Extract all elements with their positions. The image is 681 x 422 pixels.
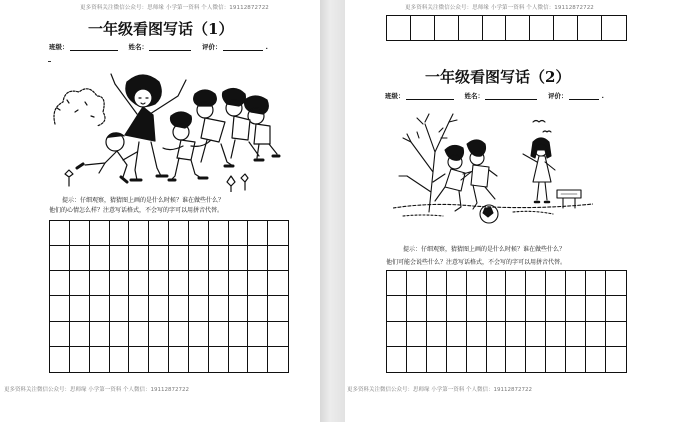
grid-cell[interactable] [110, 271, 130, 296]
grid-cell[interactable] [566, 347, 586, 372]
grid-cell[interactable] [149, 271, 169, 296]
grid-cell[interactable] [50, 221, 70, 246]
grid-cell[interactable] [387, 296, 407, 321]
grid-cell[interactable] [487, 271, 507, 296]
hint-line-1: 提示：仔细观察，猜猜图上画的是什么时候？谁在做些什么？ [403, 246, 566, 253]
student-info-row [385, 91, 604, 100]
grid-cell[interactable] [487, 322, 507, 347]
grid-cell[interactable] [447, 271, 467, 296]
grid-cell[interactable] [209, 347, 229, 372]
writing-grid[interactable] [386, 270, 627, 373]
grid-cell[interactable] [209, 271, 229, 296]
grid-cell[interactable] [248, 271, 268, 296]
writing-grid[interactable] [49, 220, 289, 373]
grid-cell[interactable] [169, 246, 189, 271]
grid-cell[interactable] [149, 347, 169, 372]
grid-cell[interactable] [554, 16, 578, 40]
grid-cell[interactable] [248, 347, 268, 372]
grid-cell[interactable] [70, 271, 90, 296]
grid-cell[interactable] [268, 322, 288, 347]
grid-cell[interactable] [50, 322, 70, 347]
grid-cell[interactable] [506, 296, 526, 321]
grid-cell[interactable] [229, 347, 249, 372]
grid-cell[interactable] [248, 296, 268, 321]
grid-cell[interactable] [189, 296, 209, 321]
name-label: 姓名： [464, 92, 484, 100]
grid-cell[interactable] [506, 347, 526, 372]
grid-cell[interactable] [110, 246, 130, 271]
grid-cell[interactable] [90, 271, 110, 296]
grid-cell[interactable] [566, 322, 586, 347]
grid-cell[interactable] [110, 347, 130, 372]
page-header-text: 更多资料关注微信公众号：思师缘 小学第一资料 个人微信：19112872722 [405, 5, 594, 11]
grid-cell[interactable] [70, 322, 90, 347]
grid-cell[interactable] [427, 322, 447, 347]
grid-cell[interactable] [110, 296, 130, 321]
grid-cell[interactable] [483, 16, 507, 40]
grid-cell[interactable] [229, 296, 249, 321]
grid-cell[interactable] [467, 347, 487, 372]
grid-cell[interactable] [268, 271, 288, 296]
hint-line-1: 提示：仔细观察，猜猜图上画的是什么时候？谁在做些什么？ [62, 197, 225, 204]
grid-cell[interactable] [506, 16, 530, 40]
grid-cell[interactable] [602, 16, 626, 40]
grid-cell[interactable] [411, 16, 435, 40]
grid-cell[interactable] [50, 347, 70, 372]
grid-cell[interactable] [90, 246, 110, 271]
grid-cell[interactable] [248, 221, 268, 246]
grid-cell[interactable] [427, 347, 447, 372]
grid-cell[interactable] [606, 271, 626, 296]
grid-cell[interactable] [407, 322, 427, 347]
class-label: 班级： [49, 43, 69, 51]
grid-cell[interactable] [229, 221, 249, 246]
grid-cell[interactable] [407, 271, 427, 296]
grid-cell[interactable] [526, 347, 546, 372]
grid-cell[interactable] [566, 271, 586, 296]
grid-cell[interactable] [526, 296, 546, 321]
grid-cell[interactable] [546, 322, 566, 347]
hint-line-2: 他们的心情怎么样？注意写话格式，不会写的字可以用拼音代替。 [49, 207, 224, 214]
grid-cell[interactable] [578, 16, 602, 40]
grid-cell[interactable] [268, 221, 288, 246]
period-mark: . [601, 92, 604, 100]
grid-cell[interactable] [447, 322, 467, 347]
grid-cell[interactable] [129, 271, 149, 296]
grid-cell[interactable] [459, 16, 483, 40]
grid-cell[interactable] [209, 221, 229, 246]
grid-cell[interactable] [407, 347, 427, 372]
grid-cell[interactable] [189, 221, 209, 246]
grid-cell[interactable] [129, 347, 149, 372]
page-header-text: 更多资料关注微信公众号：思师缘 小学第一资料 个人微信：19112872722 [80, 5, 269, 11]
name-label: 姓名： [128, 43, 148, 51]
grid-cell[interactable] [129, 246, 149, 271]
grid-cell[interactable] [526, 322, 546, 347]
grid-cell[interactable] [447, 296, 467, 321]
grid-cell[interactable] [586, 347, 606, 372]
grid-cell[interactable] [209, 322, 229, 347]
grid-cell[interactable] [487, 347, 507, 372]
grid-cell[interactable] [268, 296, 288, 321]
grid-cell[interactable] [110, 322, 130, 347]
grid-cell[interactable] [427, 271, 447, 296]
grid-cell[interactable] [586, 296, 606, 321]
grid-cell[interactable] [487, 296, 507, 321]
grid-cell[interactable] [50, 296, 70, 321]
grid-cell[interactable] [70, 347, 90, 372]
stray-mark [48, 61, 51, 62]
grid-cell[interactable] [169, 271, 189, 296]
writing-grid-continued[interactable] [386, 15, 627, 41]
grid-cell[interactable] [149, 246, 169, 271]
grid-cell[interactable] [586, 322, 606, 347]
score-blank [223, 44, 263, 51]
worksheet-page-2 [345, 0, 681, 422]
picture-boys-playing-ball [393, 112, 593, 230]
grid-cell[interactable] [248, 246, 268, 271]
grid-cell[interactable] [110, 221, 130, 246]
grid-cell[interactable] [229, 246, 249, 271]
class-blank [70, 44, 118, 51]
worksheet-title: 一年级看图写话（1） [88, 20, 234, 38]
grid-cell[interactable] [169, 296, 189, 321]
picture-children-playing [45, 64, 285, 192]
grid-cell[interactable] [189, 246, 209, 271]
grid-cell[interactable] [169, 322, 189, 347]
grid-cell[interactable] [566, 296, 586, 321]
grid-cell[interactable] [387, 347, 407, 372]
page-footer-text: 更多资料关注微信公众号：思师缘 小学第一资料 个人微信：19112872722 [4, 387, 189, 393]
grid-cell[interactable] [90, 322, 110, 347]
worksheet-title: 一年级看图写话（2） [425, 68, 571, 86]
grid-cell[interactable] [435, 16, 459, 40]
grid-cell[interactable] [209, 296, 229, 321]
score-label: 评价： [202, 43, 222, 51]
grid-cell[interactable] [506, 322, 526, 347]
grid-cell[interactable] [268, 347, 288, 372]
score-label: 评价： [548, 92, 568, 100]
hint-line-2: 他们可能会说些什么？注意写话格式，不会写的字可以用拼音代替。 [386, 259, 567, 266]
grid-cell[interactable] [90, 296, 110, 321]
grid-cell[interactable] [248, 322, 268, 347]
student-info-row [49, 42, 268, 51]
grid-cell[interactable] [50, 246, 70, 271]
grid-cell[interactable] [129, 221, 149, 246]
grid-cell[interactable] [427, 296, 447, 321]
grid-cell[interactable] [90, 347, 110, 372]
grid-cell[interactable] [149, 221, 169, 246]
grid-cell[interactable] [387, 16, 411, 40]
grid-cell[interactable] [229, 322, 249, 347]
grid-cell[interactable] [129, 296, 149, 321]
grid-cell[interactable] [189, 347, 209, 372]
grid-cell[interactable] [189, 322, 209, 347]
grid-cell[interactable] [169, 221, 189, 246]
grid-cell[interactable] [129, 322, 149, 347]
grid-cell[interactable] [229, 271, 249, 296]
class-blank [406, 93, 454, 100]
grid-cell[interactable] [407, 296, 427, 321]
grid-cell[interactable] [70, 246, 90, 271]
grid-cell[interactable] [546, 271, 566, 296]
grid-cell[interactable] [526, 271, 546, 296]
grid-cell[interactable] [467, 271, 487, 296]
page-footer-text: 更多资料关注微信公众号：思师缘 小学第一资料 个人微信：19112872722 [347, 387, 532, 393]
class-label: 班级： [385, 92, 405, 100]
grid-cell[interactable] [149, 322, 169, 347]
grid-cell[interactable] [467, 296, 487, 321]
page-gutter [320, 0, 345, 422]
grid-cell[interactable] [530, 16, 554, 40]
grid-cell[interactable] [169, 347, 189, 372]
grid-cell[interactable] [546, 347, 566, 372]
grid-cell[interactable] [606, 347, 626, 372]
grid-cell[interactable] [606, 296, 626, 321]
grid-cell[interactable] [506, 271, 526, 296]
grid-cell[interactable] [189, 271, 209, 296]
grid-cell[interactable] [546, 296, 566, 321]
grid-cell[interactable] [50, 271, 70, 296]
grid-cell[interactable] [209, 246, 229, 271]
grid-cell[interactable] [268, 246, 288, 271]
grid-cell[interactable] [90, 221, 110, 246]
grid-cell[interactable] [586, 271, 606, 296]
grid-cell[interactable] [606, 322, 626, 347]
grid-cell[interactable] [447, 347, 467, 372]
grid-cell[interactable] [70, 296, 90, 321]
name-blank [149, 44, 191, 51]
name-blank [485, 93, 537, 100]
grid-cell[interactable] [387, 322, 407, 347]
grid-cell[interactable] [70, 221, 90, 246]
grid-cell[interactable] [149, 296, 169, 321]
score-blank [569, 93, 599, 100]
period-mark: . [265, 43, 268, 51]
grid-cell[interactable] [467, 322, 487, 347]
grid-cell[interactable] [387, 271, 407, 296]
worksheet-page-1 [0, 0, 320, 422]
